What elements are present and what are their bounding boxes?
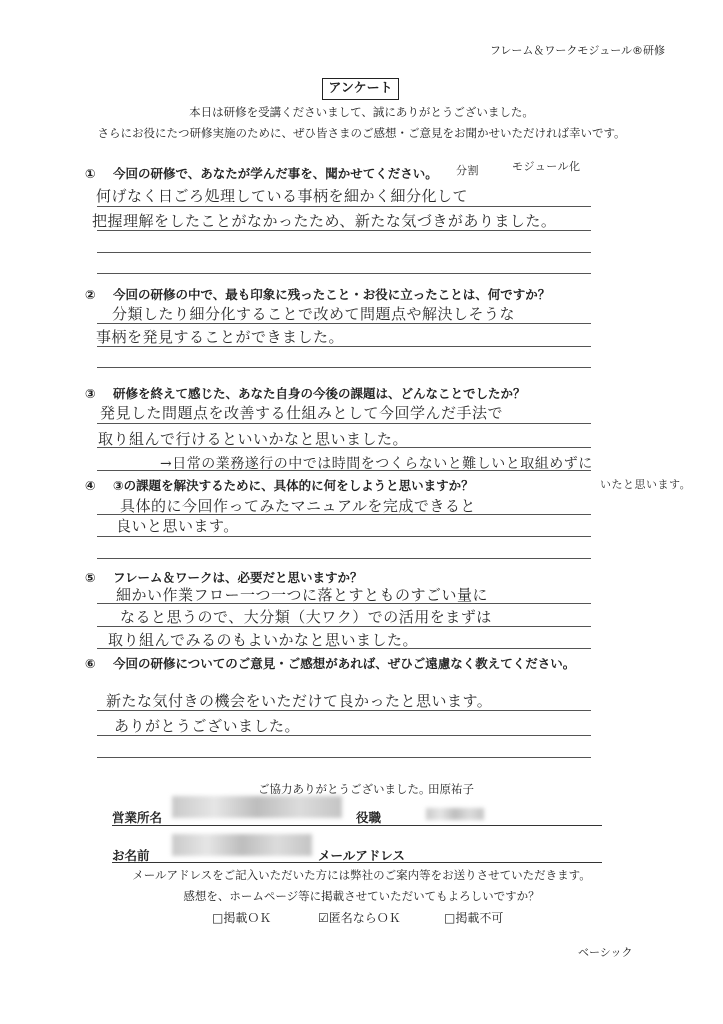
question-number: ⑥: [85, 656, 96, 671]
redacted-position: [426, 808, 484, 820]
answer-rule: [97, 447, 591, 448]
office-label: 営業所名: [112, 810, 163, 825]
answer-rule: [97, 423, 591, 424]
answer-line: なると思うので、大分類（大ワク）での活用をまずは: [120, 608, 492, 626]
answer-rule: [97, 367, 591, 368]
answer-rule: [97, 626, 591, 627]
question-1: [85, 164, 438, 182]
answer-line: 取り組んで行けるといいかなと思いました。: [98, 430, 409, 448]
question-number: ②: [85, 287, 96, 302]
email-label: メールアドレス: [318, 848, 405, 863]
question-text: 今回の研修で、あなたが学んだ事を、聞かせてください。: [113, 166, 438, 181]
answer-rule: [97, 710, 591, 711]
option-anonymous-ok[interactable]: ☑匿名ならＯＫ: [318, 911, 401, 925]
answer-rule: [97, 470, 591, 471]
answer-rule: [97, 252, 591, 253]
answer-rule: [97, 273, 591, 274]
answer-rule: [97, 206, 591, 207]
question-number: ①: [85, 166, 96, 181]
edition-label: ベーシック: [578, 946, 633, 959]
answer-line: 細かい作業フロー一つ一つに落とすとものすごい量に: [116, 586, 489, 604]
redacted-office: [172, 796, 342, 818]
answer-line: 把握理解をしたことがなかったため、新たな気づきがありました。: [92, 212, 557, 230]
office-underline: [112, 825, 602, 826]
answer-rule: [97, 536, 591, 537]
position-label: 役職: [356, 810, 382, 825]
answer-line: 取り組んでみるのもよいかなと思いました。: [108, 631, 419, 649]
answer-line: 具体的に今回作ってみたマニュアルを完成できると: [120, 497, 476, 515]
publish-question: 感想を、ホームページ等に掲載させていただいてもよろしいですか？: [183, 889, 540, 903]
answer-line: 新たな気付きの機会をいただけて良かったと思います。: [106, 692, 493, 710]
answer-rule: [97, 323, 591, 324]
answer-rule: [97, 603, 591, 604]
answer-rule: [97, 558, 591, 559]
thanks-message: ご協力ありがとうございました。: [258, 782, 431, 796]
answer-rule: [97, 514, 591, 515]
instructor-name: 田原祐子: [428, 782, 474, 796]
course-title: フレーム＆ワークモジュール®研修: [489, 44, 665, 57]
question-text: フレーム＆ワークは、必要だと思いますか？: [113, 570, 363, 585]
option-publish-ok[interactable]: □掲載ＯＫ: [212, 911, 272, 925]
survey-title: アンケート: [322, 78, 399, 100]
question-text: 今回の研修についてのご意見・ご感想があれば、ぜひご遠慮なく教えてください。: [113, 656, 576, 671]
redacted-name: [172, 834, 312, 856]
question-4: [85, 476, 474, 494]
question-number: ⑤: [85, 570, 96, 585]
answer-rule: [97, 230, 591, 231]
answer-line: 何げなく日ごろ処理している事柄を細かく細分化して: [96, 187, 469, 205]
name-underline: [112, 862, 602, 863]
answer-rule: [97, 346, 591, 347]
answer-rule: [97, 757, 591, 758]
margin-note: 分割: [456, 164, 479, 177]
intro-line-2: さらにお役にたつ研修実施のために、ぜひ皆さまのご感想・ご意見をお聞かせいただければ幸いです。: [97, 126, 626, 140]
answer-line: いたと思います。: [600, 478, 692, 491]
answer-rule: [97, 648, 591, 649]
question-number: ④: [85, 478, 96, 493]
answer-line: ありがとうございました。: [114, 717, 301, 735]
answer-line: →日常の業務遂行の中では時間をつくらないと難しいと取組めずに: [160, 456, 593, 472]
question-text: ③の課題を解決するために、具体的に何をしようと思いますか？: [113, 478, 474, 493]
intro-line-1: 本日は研修を受講くださいまして、誠にありがとうございました。: [189, 105, 534, 119]
margin-note: モジュール化: [512, 160, 581, 173]
option-no-publish[interactable]: □掲載不可: [444, 911, 504, 925]
answer-rule: [97, 735, 591, 736]
question-text: 今回の研修の中で、最も印象に残ったこと・お役に立ったことは、何ですか？: [113, 287, 551, 302]
answer-line: 事柄を発見することができました。: [96, 328, 345, 346]
question-2: [85, 285, 550, 303]
question-text: 研修を終えて感じた、あなた自身の今後の課題は、どんなことでしたか？: [113, 386, 526, 401]
answer-line: 良いと思います。: [116, 517, 239, 535]
question-3: [85, 384, 526, 402]
answer-line: 分類したり細分化することで改めて問題点や解決しそうな: [112, 305, 516, 323]
email-note: メールアドレスをご記入いただいた方には弊社のご案内等をお送りさせていただきます。: [132, 868, 591, 882]
question-6: [85, 654, 575, 672]
name-label: お名前: [112, 848, 150, 863]
question-number: ③: [85, 386, 96, 401]
answer-line: 発見した問題点を改善する仕組みとして今回学んだ手法で: [100, 404, 504, 422]
